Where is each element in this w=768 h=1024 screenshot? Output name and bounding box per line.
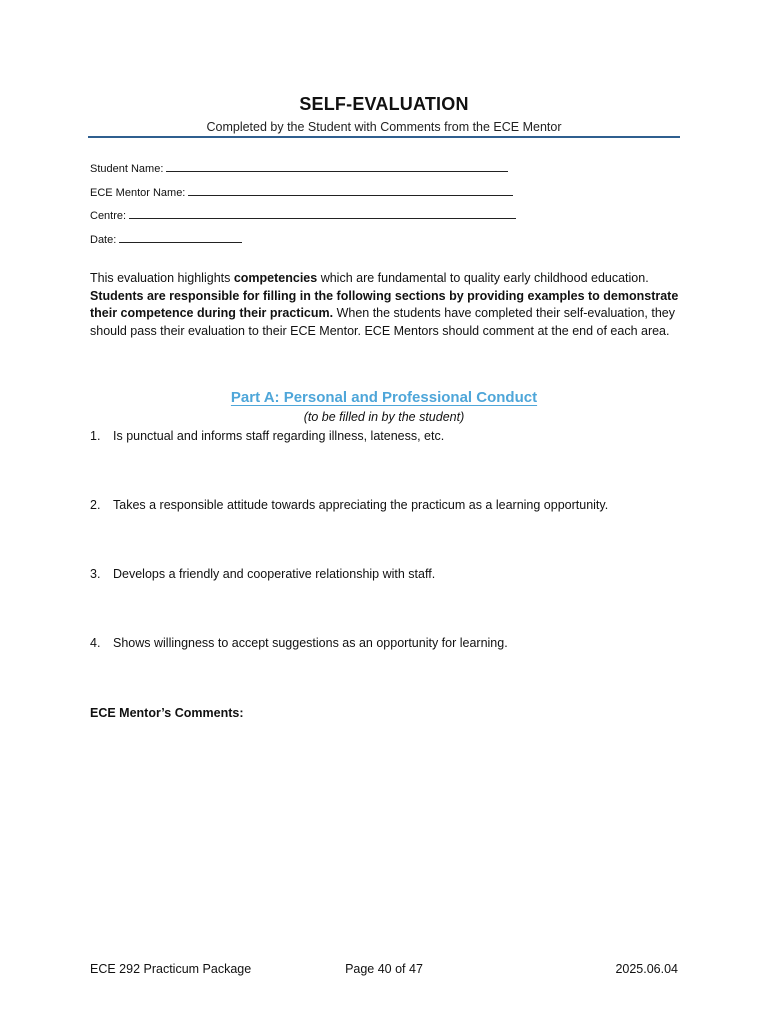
student-name-field[interactable] <box>90 161 508 175</box>
part-a-heading: Part A: Personal and Professional Conduct <box>230 389 538 406</box>
mentor-name-label: ECE Mentor Name: <box>90 187 186 199</box>
item-number: 4. <box>90 636 101 650</box>
list-item <box>90 567 435 581</box>
list-item <box>90 498 608 512</box>
footer-document-name: ECE 292 Practicum Package <box>90 962 252 976</box>
student-name-line[interactable] <box>166 161 508 172</box>
mentor-name-field[interactable] <box>90 185 513 199</box>
mentor-comments-label: ECE Mentor’s Comments: <box>90 706 244 720</box>
item-number: 3. <box>90 567 101 581</box>
intro-paragraph: This evaluation highlights competencies which are fundamental to quality early childhood education. Students are responsible for filling in the following sections by providing examples to demonstrate their competence during their practicum. When the students have completed their self-evaluation, they should pass their evaluation to their ECE Mentor. ECE Mentors should comment at the end of each area. <box>90 271 679 338</box>
title-divider <box>88 136 680 138</box>
date-label: Date: <box>90 234 117 246</box>
student-name-label: Student Name: <box>90 163 164 175</box>
centre-label: Centre: <box>90 210 127 222</box>
date-line[interactable] <box>119 232 242 243</box>
list-item <box>90 636 508 650</box>
item-number: 1. <box>90 429 101 443</box>
centre-line[interactable] <box>129 208 516 219</box>
item-text: Develops a friendly and cooperative relationship with staff. <box>113 567 436 581</box>
item-number: 2. <box>90 498 101 512</box>
page-subtitle: Completed by the Student with Comments from the ECE Mentor <box>206 120 562 134</box>
centre-field[interactable] <box>90 208 516 222</box>
item-text: Takes a responsible attitude towards appreciating the practicum as a learning opportunity. <box>113 498 609 512</box>
item-text: Shows willingness to accept suggestions as an opportunity for learning. <box>113 636 508 650</box>
footer-page-number: Page 40 of 47 <box>345 962 423 976</box>
list-item <box>90 429 444 443</box>
item-text: Is punctual and informs staff regarding illness, lateness, etc. <box>113 429 445 443</box>
mentor-name-line[interactable] <box>188 185 513 196</box>
footer-date: 2025.06.04 <box>615 962 678 976</box>
date-field[interactable] <box>90 232 242 246</box>
part-a-note: (to be filled in by the student) <box>303 410 465 424</box>
page-title: SELF-EVALUATION <box>299 94 469 114</box>
